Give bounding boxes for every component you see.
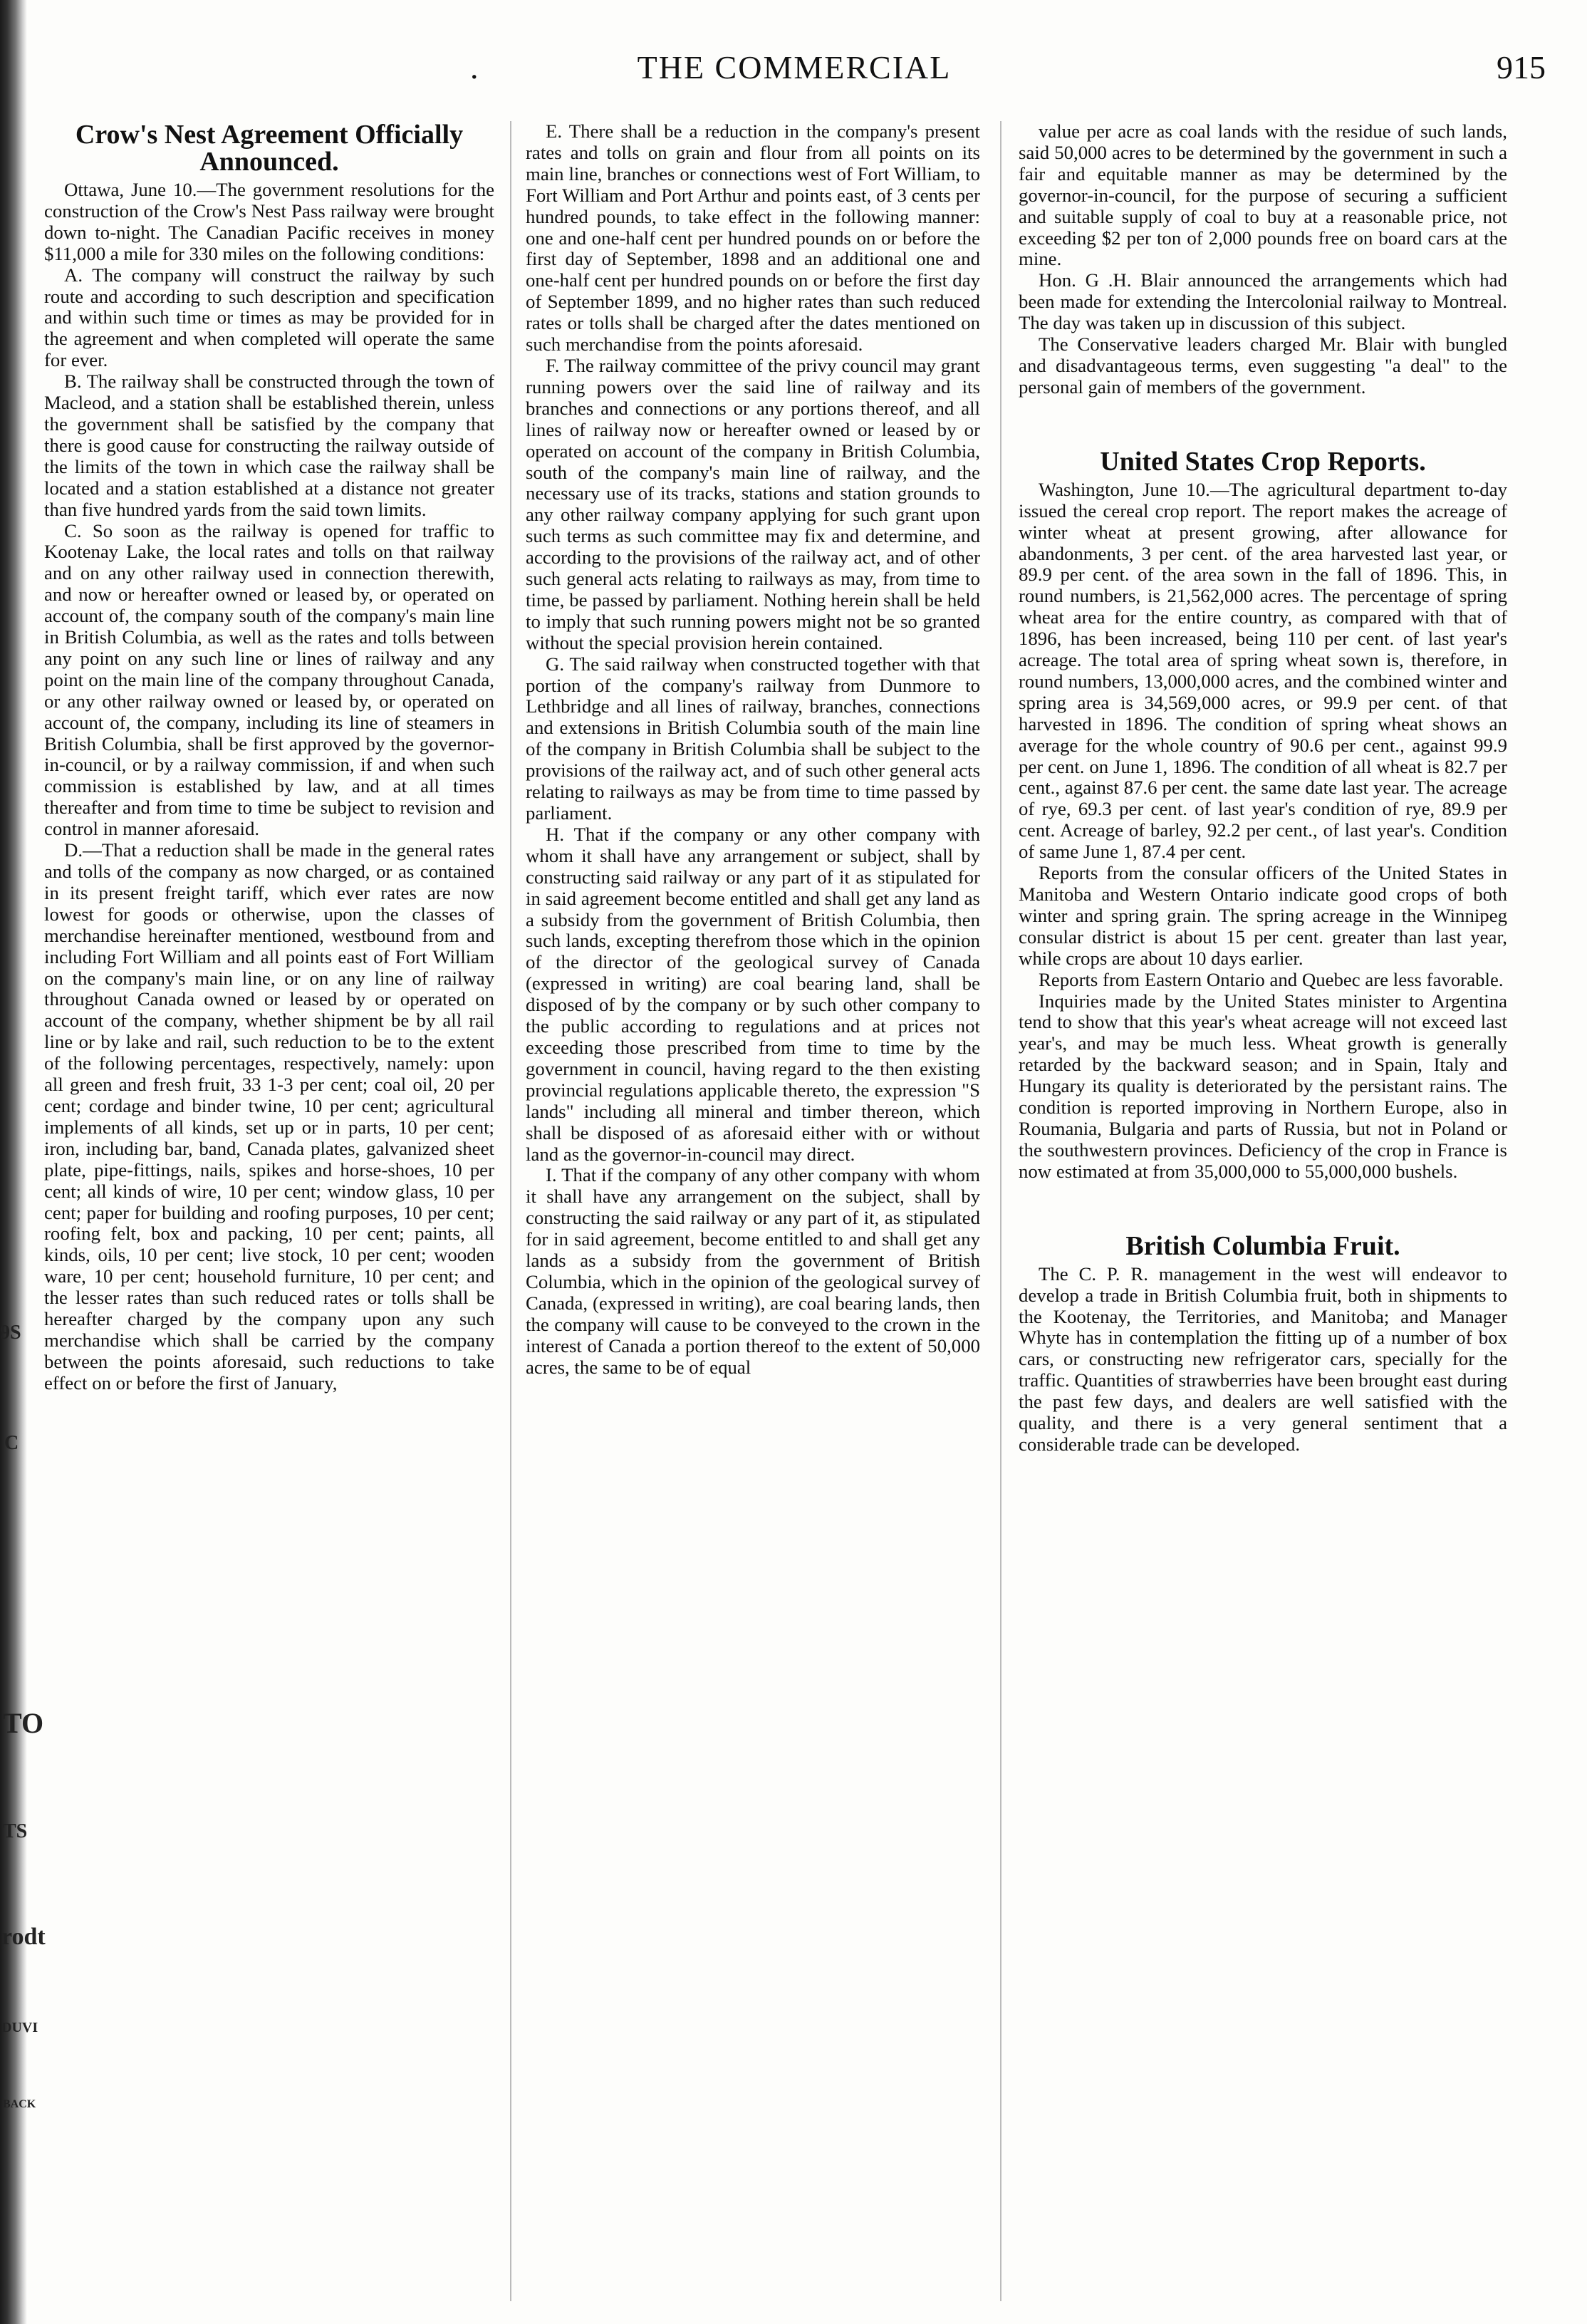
article-paragraph: B. The railway shall be constructed through the town of Macleod, and a station shall be established therein, unless the government shall be satisfied by the company that there is good cause for constructing the railway outside of the limits of the town in which case the railway shall be located and a station established at a distance not greater than five hundred yards from the said town limits. bbox=[44, 370, 494, 520]
article-paragraph: The C. P. R. management in the west will endeavor to develop a trade in British Columbia fruit, both in shipments to the Kootenay, the Territories, and Manitoba; and Manager Whyte has in contemplation the fitting up of a number of box cars, or constructing new refrigerator cars, specially for the traffic. Quantities of strawberries have been brought east during the past few days, and dealers are well satisfied with the quality, and there is a very general sentiment that a considerable trade can be developed. bbox=[1019, 1262, 1507, 1455]
article-paragraph: F. The railway committee of the privy council may grant running powers over the said line of railway and its branches and connections or any portions thereof, and all lines of railway now or hereafter owned or leased by or operated on account of the company in British Columbia, south of the company's main line of railway, and the necessary use of its tracks, stations and station grounds to any other railway company applying for such grant upon such terms as such committee may fix and determine, and according to the provisions of the railway act, and of other such general acts relating to railways as may, from time to time, be passed by parliament. Nothing herein shall be held to imply that such running powers might not be so granted without the special provision herein contained. bbox=[526, 354, 980, 653]
column-2 bbox=[526, 121, 980, 1378]
article-paragraph: Inquiries made by the United States minister to Argentina tend to show that this year's wheat acreage will not exceed last year's, and may be much less. Wheat growth is generally retarded by the backward season; and in Spain, Italy and Hungary its quality is deteriorated by the persistant rains. The condition is reported improving in Northern Europe, also in Roumania, Bulgaria and parts of Russia, but not in Poland or the southwestern provinces. Deficiency of the crop in France is now estimated at from 35,000,000 to 55,000,000 bushels. bbox=[1019, 990, 1507, 1182]
column-rule bbox=[510, 121, 511, 2301]
edge-fragment: TO bbox=[3, 1707, 44, 1739]
page-header bbox=[43, 48, 1546, 91]
article-paragraph: E. There shall be a reduction in the company's present rates and tolls on grain and flour from all points on its main line, branches or connections west of Fort William, to Fort William and Port Arthur and points east, of 3 cents per hundred pounds, to take effect in the following manner: one and one-half cent per hundred pounds on or before the first day of September, 1898 and an additional one and one-half cent per hundred pounds on or before the first day of September 1899, and no higher rates than such reduced rates or tolls shall be charged after the dates mentioned on such merchandise from the points aforesaid. bbox=[526, 120, 980, 356]
binding-edge-shadow bbox=[0, 0, 27, 2324]
article-paragraph: D.—That a reduction shall be made in the general rates and tolls of the company as now charged, or as contained in its present freight tariff, which ever rates are now lowest for goods or otherwise, upon the classes of merchandise hereinafter mentioned, westbound from and including Fort William and all points east of Fort William on the company's main line, or on any line of railway throughout Canada owned or leased by or operated on account of the company, whether shipment be by all rail line or by lake and rail, such reduction to be to the extent of the following percentages, respectively, namely: upon all green and fresh fruit, 33 1-3 per cent; coal oil, 20 per cent; cordage and binder twine, 10 per cent; agricultural implements of all kinds, set up or in parts, 10 per cent; iron, including bar, band, Canada plates, galvanized sheet plate, pipe-fittings, nails, spikes and horse-shoes, 10 per cent; all kinds of wire, 10 per cent; window glass, 10 per cent; paper for building and roofing purposes, 10 per cent; roofing felt, box and packing, 10 per cent; paints, all kinds, oils, 10 per cent; live stock, 10 per cent; wooden ware, 10 per cent; household furniture, 10 per cent; and the lesser rates than such reduced rates or tolls shall be hereafter charged by the company upon any such merchandise which shall be carried by the company between the points aforesaid, such reductions to take effect on or before the first of January, bbox=[44, 839, 494, 1394]
article-paragraph: Hon. G .H. Blair announced the arrangements which had been made for extending the Intercolonial railway to Montreal. The day was taken up in discussion of this subject. bbox=[1019, 269, 1507, 334]
article-paragraph: G. The said railway when constructed together with that portion of the company's railway from Dunmore to Lethbridge and all lines of railway, branches, connections and extensions in British Columbia south of the main line of the company in British Columbia shall be subject to the provisions of the railway act, and of such other general acts relating to railways as may be from time to time passed by parliament. bbox=[526, 653, 980, 824]
edge-fragment: 9S bbox=[0, 1322, 21, 1344]
article-paragraph: Ottawa, June 10.—The government resolutions for the construction of the Crow's Nest Pass railway were brought down to-night. The Canadian Pacific receives in money $11,000 a mile for 330 miles on the following conditions: bbox=[44, 179, 494, 264]
column-1 bbox=[44, 121, 494, 1394]
article-heading-bc-fruit: British Columbia Fruit. bbox=[1125, 1230, 1400, 1261]
edge-fragment: TS bbox=[3, 1820, 28, 1842]
column-rule bbox=[1000, 121, 1001, 2301]
article-heading-crows-nest: Crow's Nest Agreement Officially Announced. bbox=[75, 120, 464, 177]
article-paragraph: The Conservative leaders charged Mr. Blair with bungled and disadvantageous terms, even suggesting "a deal" to the personal gain of members of the government. bbox=[1019, 333, 1507, 398]
publication-title: THE COMMERCIAL bbox=[637, 49, 952, 85]
article-paragraph: Washington, June 10.—The agricultural department to-day issued the cereal crop report. The report makes the acreage of winter wheat at present growing, after allowance for abandonments, 3 per cent. of the area harvested last year, or 89.9 per cent. of the area sown in the fall of 1896. This, in round numbers, is 21,562,000 acres. The percentage of spring wheat area for the entire country, as compared with that of 1896, has been increased, being 110 per cent. of last year's acreage. The total area of spring wheat sown is, therefore, in round numbers, 13,000,000 acres, and the combined winter and spring area is 34,569,000 acres, or 99.9 per cent. of that harvested in 1896. The condition of spring wheat shows an average for the whole country of 90.6 per cent., against 99.9 per cent. on June 1, 1896. The condition of all wheat is 82.7 per cent., against 87.6 per cent. the same date last year. The acreage of rye, 69.3 per cent. of last year's condition of rye, 89.9 per cent. Acreage of barley, 92.2 per cent., of last year's. Condition of same June 1, 87.4 per cent. bbox=[1019, 478, 1507, 863]
column-3 bbox=[1019, 121, 1507, 1456]
article-paragraph: value per acre as coal lands with the residue of such lands, said 50,000 acres to be determined by the government in such a fair and equitable manner as may be determined by the governor-in-council, for the purpose of securing a sufficient and suitable supply of coal to buy at a reasonable price, not exceeding $2 per ton of 2,000 pounds free on board cars at the mine. bbox=[1019, 120, 1507, 270]
header-dot: . bbox=[470, 49, 479, 85]
article-paragraph: Reports from Eastern Ontario and Quebec are less favorable. bbox=[1039, 968, 1504, 990]
article-paragraph: C. So soon as the railway is opened for traffic to Kootenay Lake, the local rates and tolls on that railway and on any other railway used in connection therewith, and now or hereafter owned or leased by, or operated on account of, the company south of the company's main line in British Columbia, as well as the rates and tolls between any point on any such line or lines of railway and any point on the main line of the company throughout Canada, or any other railway owned or leased by, or operated on account of, the company, including its line of steamers in British Columbia, shall be first approved by the governor-in-council, or by a railway commission, if and when such commission is established by law, and at all times thereafter and from time to time be subject to revision and control in manner aforesaid. bbox=[44, 519, 494, 840]
article-heading-crop-reports: United States Crop Reports. bbox=[1100, 446, 1426, 477]
edge-fragment: BACK bbox=[3, 2098, 36, 2110]
article-paragraph: I. That if the company of any other company with whom it shall have any arrangement on the subject, shall by constructing the said railway or any part of it, as stipulated for in said agreement, become entitled to and shall get any lands as a subsidy from the government of British Columbia, which in the opinion of the geological survey of Canada, (expressed in writing), are coal bearing lands, then the company will cause to be conveyed to the crown in the interest of Canada a portion thereof to the extent of 50,000 acres, the same to be of equal bbox=[526, 1164, 980, 1378]
article-paragraph: H. That if the company or any other company with whom it shall have any arrangement or subject, shall by constructing said railway or any part of it as stipulated for in said agreement become entitled and shall get any land as a subsidy from the government of British Columbia, then such lands, excepting therefrom those which in the opinion of the director of the geological survey of Canada (expressed in writing) are coal bearing land, shall be disposed of by the company or by such other company to the public according to regulations and at prices not exceeding those prescribed from time to time by the government in council, having regard to the then existing provincial regulations applicable thereto, the expression "S lands" including all mineral and timber thereon, which shall be disposed of as aforesaid either with or without land as the governor-in-council may direct. bbox=[526, 823, 980, 1165]
edge-fragment: DUVI bbox=[1, 2020, 38, 2035]
page-number: 915 bbox=[1497, 49, 1546, 85]
edge-fragment: rodt bbox=[1, 1924, 46, 1950]
article-paragraph: A. The company will construct the railway by such route and according to such description and specification and within such time or times as may be provided for in the agreement and when completed will operate the same for ever. bbox=[44, 264, 494, 371]
article-paragraph: Reports from the consular officers of the United States in Manitoba and Western Ontario indicate good crops of both winter and spring grain. The spring acreage in the Winnipeg consular district is about 15 per cent. greater than last year, while crops are about 10 days earlier. bbox=[1019, 862, 1507, 969]
edge-fragment: C bbox=[4, 1432, 19, 1454]
